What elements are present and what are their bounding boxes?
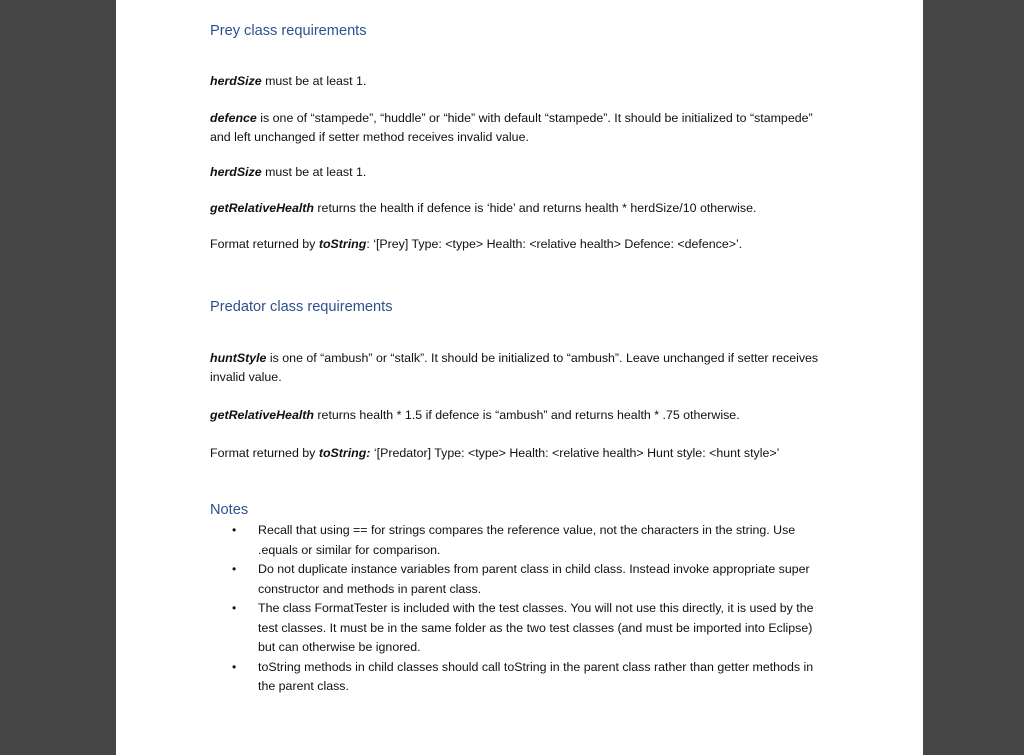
keyword-defence: defence (210, 111, 257, 125)
list-item (210, 658, 826, 697)
rule-text: must be at least 1. (261, 74, 367, 88)
keyword-getrelativehealth: getRelativeHealth (210, 201, 314, 215)
predator-heading: Predator class requirements (210, 299, 393, 315)
prey-heading: Prey class requirements (210, 23, 367, 39)
keyword-getrelativehealth: getRelativeHealth (210, 408, 314, 422)
keyword-tostring: toString: (318, 446, 371, 460)
bullet-icon: • (232, 601, 237, 615)
bullet-icon: • (232, 562, 237, 576)
rule-text: is one of “ambush” or “stalk”. It should be initialized to “ambush”. Leave unchanged if setter receives invalid value. (210, 351, 819, 384)
rule-text: must be at least 1. (261, 165, 367, 179)
prey-herdsize-rule-2 (210, 163, 835, 182)
list-item (210, 521, 826, 560)
keyword-herdsize: herdSize (210, 74, 262, 88)
keyword-huntstyle: huntStyle (210, 351, 267, 365)
list-item (210, 599, 826, 658)
prey-defence-rule (210, 109, 835, 147)
rule-prefix: Format returned by (210, 237, 319, 251)
rule-text: is one of “stampede”, “huddle” or “hide” with default “stampede”. It should be initialized to “stampede” and left unchanged if setter method receives invalid value. (210, 111, 813, 144)
predator-relative-health-rule (210, 406, 835, 425)
notes-heading: Notes (210, 502, 249, 518)
bullet-icon: • (232, 523, 237, 537)
prey-herdsize-rule (210, 72, 835, 91)
predator-tostring-format (210, 444, 850, 463)
rule-text: ‘[Predator] Type: <type> Health: <relative health> Hunt style: <hunt style>’ (370, 446, 780, 460)
prey-relative-health-rule (210, 199, 835, 218)
rule-text: returns health * 1.5 if defence is “ambush” and returns health * .75 otherwise. (313, 408, 740, 422)
bullet-icon: • (232, 659, 237, 674)
notes-list (210, 521, 850, 697)
keyword-tostring: toString (318, 237, 367, 251)
document-page (116, 0, 923, 755)
predator-huntstyle-rule (210, 349, 835, 387)
note-text: Recall that using == for strings compares the reference value, not the characters in the string. Use .equals or similar for comparison. (258, 523, 796, 557)
prey-tostring-format (210, 235, 835, 254)
keyword-herdsize: herdSize (210, 165, 262, 179)
list-item (210, 560, 826, 599)
note-text: Do not duplicate instance variables from parent class in child class. Instead invoke appropriate super constructor and methods in parent class. (258, 562, 810, 596)
rule-text: : ‘[Prey] Type: <type> Health: <relative health> Defence: <defence>’. (366, 237, 743, 251)
note-text: toString methods in child classes should call toString in the parent class rather than getter methods in the parent class. (258, 659, 814, 693)
rule-text: returns the health if defence is ‘hide’ and returns health * herdSize/10 otherwise. (313, 201, 757, 215)
rule-prefix: Format returned by (210, 446, 319, 460)
note-text: The class FormatTester is included with the test classes. You will not use this directly, it is used by the test classes. It must be in the same folder as the two test classes (and must be imported into Eclipse) but can otherwise be ignored. (258, 601, 814, 654)
